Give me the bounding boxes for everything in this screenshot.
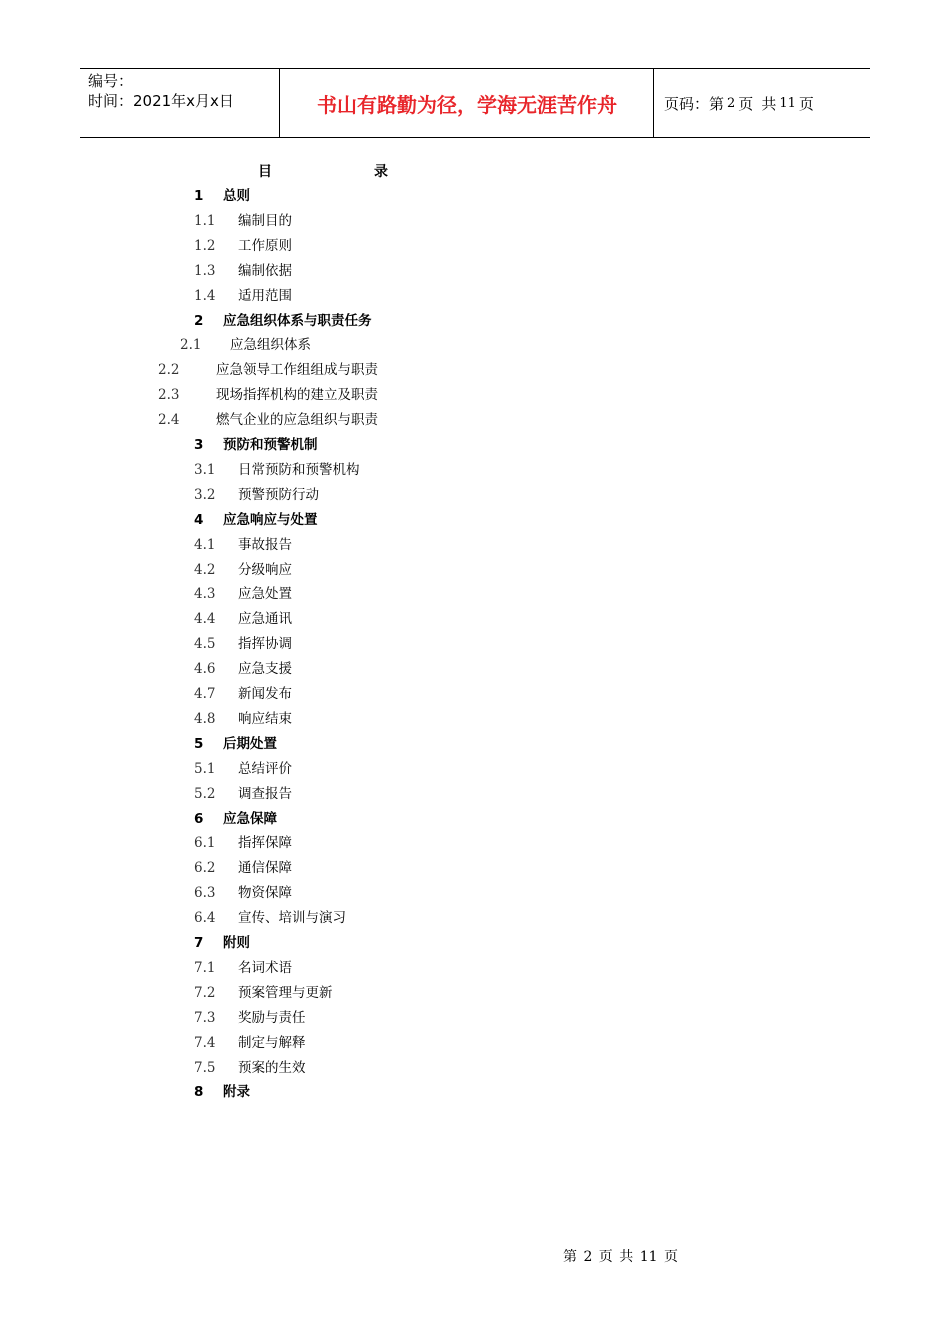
toc-item-text: 编制目的 <box>238 212 292 229</box>
toc-item-text: 现场指挥机构的建立及职责 <box>216 387 378 404</box>
toc-item-number: 1.3 <box>194 262 216 279</box>
toc-item-number: 7 <box>194 935 204 951</box>
toc-item <box>194 858 292 878</box>
toc-item-number: 5.2 <box>194 785 216 802</box>
toc-item-number: 6.3 <box>194 885 216 902</box>
toc-item <box>194 560 292 580</box>
toc-item-text: 指挥协调 <box>238 636 292 653</box>
toc-item-text: 事故报告 <box>238 536 292 553</box>
toc-item-number: 1.2 <box>194 237 216 254</box>
toc-item-number: 6 <box>194 810 204 827</box>
toc-item-text: 应急支援 <box>238 661 292 678</box>
toc-item <box>194 883 292 903</box>
toc-item-text: 响应结束 <box>238 710 292 727</box>
header-page-indicator <box>654 69 870 137</box>
toc-item <box>194 485 319 505</box>
toc-item-text: 应急处置 <box>238 586 292 603</box>
toc-item <box>194 1008 306 1028</box>
toc-item-number: 7.4 <box>194 1034 216 1051</box>
toc-item-text: 奖励与责任 <box>238 1009 306 1026</box>
toc-item <box>194 460 360 480</box>
toc-item <box>194 759 292 779</box>
toc-item-number: 2.1 <box>180 337 202 354</box>
toc-item <box>194 261 292 281</box>
toc-item-number: 4.2 <box>194 561 216 578</box>
toc-item-number: 8 <box>194 1084 204 1101</box>
header-meta <box>80 69 280 137</box>
toc-item-number: 3 <box>194 437 204 453</box>
header-motto: 书山有路勤为径，学海无涯苦作舟 <box>281 69 654 137</box>
toc-item-text: 后期处置 <box>223 735 277 752</box>
toc-item <box>194 634 292 654</box>
toc-item-number: 3.1 <box>194 461 216 478</box>
toc-item-text: 预防和预警机制 <box>223 437 318 453</box>
toc-item-text: 指挥保障 <box>238 835 292 852</box>
toc-item <box>194 809 277 829</box>
toc-item-text: 应急组织体系 <box>230 337 311 354</box>
toc-item <box>194 1033 306 1053</box>
toc-item-text: 预案管理与更新 <box>238 984 333 1001</box>
page-total: 11 <box>779 95 796 111</box>
toc-item <box>194 659 292 679</box>
toc-item-number: 4.6 <box>194 661 216 678</box>
toc-item-number: 6.4 <box>194 910 216 927</box>
toc-item <box>194 784 292 804</box>
toc-item-number: 4.7 <box>194 686 216 702</box>
toc-item-number: 4 <box>194 511 204 528</box>
toc-item-text: 应急领导工作组组成与职责 <box>216 362 378 379</box>
toc-item-text: 制定与解释 <box>238 1034 306 1051</box>
page-footer: 第 2 页 共 11 页 <box>563 1249 678 1265</box>
page-label-suffix: 页 <box>798 94 814 113</box>
toc-item-number: 2 <box>194 312 204 329</box>
toc-item <box>194 311 372 331</box>
toc-item-text: 燃气企业的应急组织与职责 <box>216 412 378 429</box>
toc-item-number: 1.4 <box>194 287 216 304</box>
page-current: 2 <box>727 95 736 111</box>
toc-item <box>194 186 250 206</box>
toc-item-text: 调查报告 <box>238 785 292 802</box>
toc-item <box>194 535 292 555</box>
toc-item <box>194 734 277 754</box>
toc-item-text: 应急响应与处置 <box>223 511 318 528</box>
toc-item <box>194 1058 306 1078</box>
toc-item-number: 6.1 <box>194 835 216 852</box>
toc-item-number: 7.1 <box>194 959 216 976</box>
page-label-mid: 页 <box>738 94 754 113</box>
toc-item-number: 4.8 <box>194 710 216 727</box>
page-header <box>80 68 870 138</box>
toc-item <box>194 983 333 1003</box>
toc-item <box>194 286 292 306</box>
toc-item <box>194 908 346 928</box>
toc-item-text: 附录 <box>223 1084 250 1101</box>
toc-item <box>194 1082 250 1102</box>
document-time-label: 时间：2021年x月x日 <box>88 92 234 110</box>
document-number-label: 编号： <box>88 72 134 90</box>
toc-item-text: 名词术语 <box>238 959 292 976</box>
toc-item-number: 7.3 <box>194 1009 216 1026</box>
toc-item-number: 4.1 <box>194 536 216 553</box>
toc-item-number: 1.1 <box>194 212 216 229</box>
toc-item-text: 新闻发布 <box>238 686 292 702</box>
toc-item-text: 总结评价 <box>238 760 292 777</box>
page-label-prefix: 页码：第 <box>664 94 725 113</box>
toc-item-text: 应急通讯 <box>238 611 292 628</box>
toc-item-number: 4.4 <box>194 611 216 628</box>
toc-item <box>194 709 292 729</box>
toc-item-number: 4.3 <box>194 586 216 603</box>
toc-item-text: 附则 <box>223 935 250 951</box>
toc-item-number: 3.2 <box>194 486 216 503</box>
toc-item-number: 7.5 <box>194 1059 216 1076</box>
toc-item <box>194 435 318 455</box>
toc-item <box>194 933 250 953</box>
toc-item-text: 宣传、培训与演习 <box>238 910 346 927</box>
toc-item-number: 2.4 <box>158 412 180 429</box>
toc-item <box>194 584 292 604</box>
toc-item-text: 适用范围 <box>238 287 292 304</box>
toc-item-text: 编制依据 <box>238 262 292 279</box>
toc-title <box>258 161 388 181</box>
toc-item-text: 日常预防和预警机构 <box>238 461 360 478</box>
page-total-prefix: 共 <box>761 94 777 113</box>
toc-item-text: 应急组织体系与职责任务 <box>223 312 372 329</box>
toc-item <box>194 211 292 231</box>
toc-item-text: 工作原则 <box>238 237 292 254</box>
toc-item-number: 2.2 <box>158 362 180 379</box>
toc-item-text: 物资保障 <box>238 885 292 902</box>
toc-item-number: 4.5 <box>194 636 216 653</box>
toc-title-left: 目 <box>258 164 272 180</box>
toc-item-text: 预案的生效 <box>238 1059 306 1076</box>
toc-item-text: 总则 <box>223 188 250 204</box>
toc-item-number: 7.2 <box>194 984 216 1001</box>
toc-item-text: 应急保障 <box>223 810 277 827</box>
toc-item-text: 通信保障 <box>238 860 292 877</box>
toc-item <box>194 609 292 629</box>
toc-item <box>194 684 292 704</box>
toc-item <box>194 833 292 853</box>
toc-item <box>158 410 378 430</box>
toc-item-number: 2.3 <box>158 387 180 404</box>
toc-item <box>158 360 378 380</box>
toc-item-number: 5 <box>194 735 204 752</box>
toc-item-text: 预警预防行动 <box>238 486 319 503</box>
toc-title-right: 录 <box>374 164 388 180</box>
toc-item <box>158 385 378 405</box>
toc-item-text: 分级响应 <box>238 561 292 578</box>
toc-item-number: 1 <box>194 188 204 204</box>
toc-item-number: 6.2 <box>194 860 216 877</box>
toc-item <box>180 335 311 355</box>
toc-item-number: 5.1 <box>194 760 216 777</box>
toc-item <box>194 958 292 978</box>
toc-item <box>194 510 318 530</box>
toc-item <box>194 236 292 256</box>
